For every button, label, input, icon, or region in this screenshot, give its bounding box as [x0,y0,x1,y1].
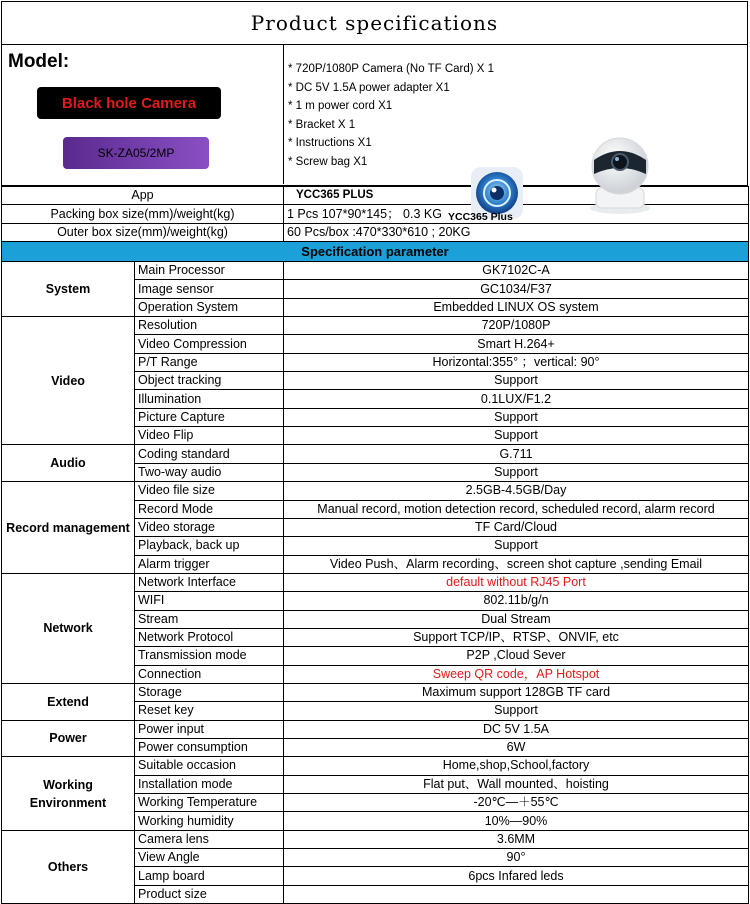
package-contents-list [288,60,494,171]
param-name: Storage [135,683,284,701]
param-value: TF Card/Cloud [284,518,749,536]
param-value: Dual Stream [284,610,749,628]
param-value: Manual record, motion detection record, scheduled record, alarm record [284,500,749,518]
param-value: 10%—90% [284,812,749,830]
param-name: Working Temperature [135,794,284,812]
model-left-panel [2,45,284,184]
param-value: Support [284,537,749,555]
param-value: 720P/1080P [284,317,749,335]
param-name: Playback, back up [135,537,284,555]
param-value: 6pcs Infared leds [284,867,749,885]
spec-header: Specification parameter [2,242,749,262]
package-item: * Instructions X1 [288,137,372,149]
info-value: YCC365 PLUS [284,187,749,205]
category-cell: Record management [2,482,135,574]
param-value: Maximum support 128GB TF card [284,683,749,701]
param-name: Stream [135,610,284,628]
param-name: Alarm trigger [135,555,284,573]
param-name: Transmission mode [135,647,284,665]
table-row [2,482,749,500]
param-name: Operation System [135,298,284,316]
param-value: Home,shop,School,factory [284,757,749,775]
param-name: Lamp board [135,867,284,885]
category-cell: Audio [2,445,135,482]
model-label: Model: [8,51,70,72]
spec-table [1,186,749,904]
param-value: 0.1LUX/F1.2 [284,390,749,408]
info-value: 60 Pcs/box :470*330*610 ; 20KG [284,223,749,241]
category-cell: Power [2,720,135,757]
table-row [2,573,749,591]
param-value [284,885,749,903]
param-value: Support [284,408,749,426]
param-value: Horizontal:355° ；vertical: 90° [284,353,749,371]
param-value: 3.6MM [284,830,749,848]
table-row [2,317,749,335]
param-name: Two-way audio [135,463,284,481]
package-item: * 1 m power cord X1 [288,100,393,112]
param-value: Support [284,463,749,481]
param-name: Power input [135,720,284,738]
model-code-badge: SK-ZA05/2MP [63,137,209,169]
package-item: * 720P/1080P Camera (No TF Card) X 1 [288,63,495,75]
param-name: Illumination [135,390,284,408]
param-value: Video Push、Alarm recording、screen shot capture ,sending Email [284,555,749,573]
info-label: Packing box size(mm)/weight(kg) [2,205,284,223]
table-row [2,830,749,848]
spec-header-row [2,242,749,262]
param-value: Embedded LINUX OS system [284,298,749,316]
param-value: Flat put、Wall mounted、hoisting [284,775,749,793]
param-value: 802.11b/g/n [284,592,749,610]
param-name: Working humidity [135,812,284,830]
category-cell: System [2,262,135,317]
camera-product-icon [580,134,660,216]
param-name: Product size [135,885,284,903]
param-value: G.711 [284,445,749,463]
param-name: P/T Range [135,353,284,371]
param-name: Reset key [135,702,284,720]
param-name: Record Mode [135,500,284,518]
param-name: Camera lens [135,830,284,848]
category-cell: Video [2,317,135,445]
param-value: 6W [284,738,749,756]
info-label: Outer box size(mm)/weight(kg) [2,223,284,241]
param-value: Support [284,372,749,390]
param-name: Main Processor [135,262,284,280]
param-value: 2.5GB-4.5GB/Day [284,482,749,500]
spec-sheet [1,1,748,904]
param-value: default without RJ45 Port [284,573,749,591]
param-value: Smart H.264+ [284,335,749,353]
param-name: Network Interface [135,573,284,591]
category-cell: Network [2,573,135,683]
param-name: Power consumption [135,738,284,756]
param-value: Support TCP/IP、RTSP、ONVIF, etc [284,628,749,646]
param-name: Image sensor [135,280,284,298]
param-name: Object tracking [135,372,284,390]
category-cell: Others [2,830,135,903]
category-cell: Extend [2,683,135,720]
param-value: GC1034/F37 [284,280,749,298]
table-row [2,262,749,280]
param-name: Video Compression [135,335,284,353]
param-name: WIFI [135,592,284,610]
table-row [2,683,749,701]
param-name: Video Flip [135,427,284,445]
package-item: * Bracket X 1 [288,118,356,131]
model-name-badge: Black hole Camera [37,87,221,119]
param-value: GK7102C-A [284,262,749,280]
param-name: Coding standard [135,445,284,463]
param-value: Support [284,702,749,720]
param-name: Suitable occasion [135,757,284,775]
param-value: P2P ,Cloud Sever [284,647,749,665]
param-name: Network Protocol [135,628,284,646]
param-value: DC 5V 1.5A [284,720,749,738]
page-title: Product specifications [1,1,748,45]
param-name: Video file size [135,482,284,500]
param-value: Sweep QR code，AP Hotspot [284,665,749,683]
param-name: View Angle [135,849,284,867]
table-row [2,445,749,463]
package-item: * Screw bag X1 [288,155,368,168]
app-logo-caption: YCC365 Plus [448,211,513,223]
param-value: -20℃—＋55℃ [284,794,749,812]
param-name: Video storage [135,518,284,536]
info-value: 1 Pcs 107*90*145； 0.3 KG [284,205,749,223]
param-name: Resolution [135,317,284,335]
param-value: 90° [284,849,749,867]
param-name: Connection [135,665,284,683]
table-row [2,720,749,738]
info-label: App [2,187,284,205]
category-cell: Working Environment [2,757,135,830]
table-row [2,757,749,775]
param-name: Picture Capture [135,408,284,426]
param-value: Support [284,427,749,445]
info-row [2,223,749,241]
package-item: * DC 5V 1.5A power adapter X1 [288,81,450,94]
param-name: Installation mode [135,775,284,793]
